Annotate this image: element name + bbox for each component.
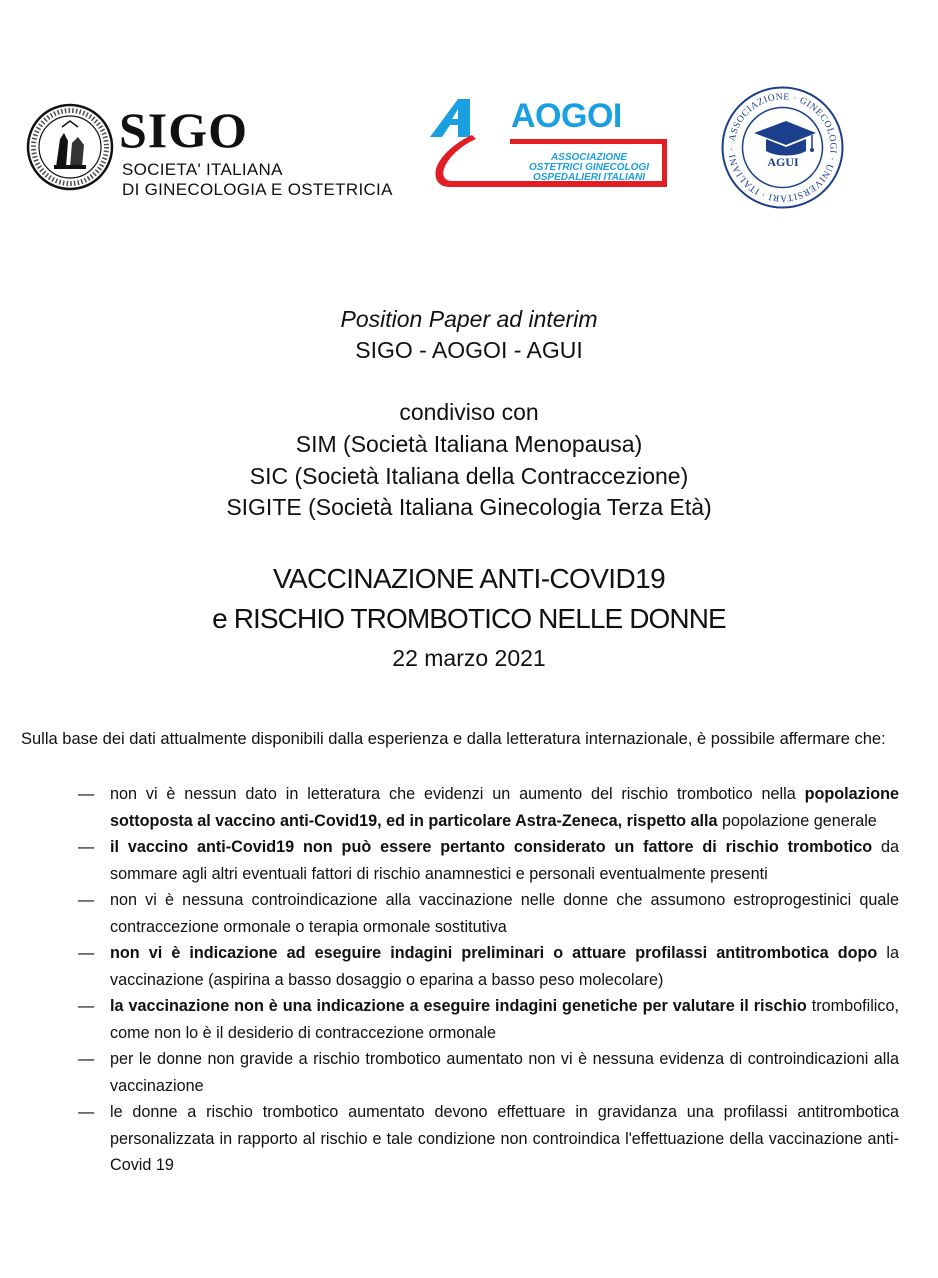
- dash-bullet-icon: —: [78, 1103, 95, 1121]
- dash-bullet-icon: —: [78, 1050, 95, 1068]
- document-title-line2: e RISCHIO TROMBOTICO NELLE DONNE: [212, 603, 726, 634]
- list-item-text: da sommare agli altri eventuali fattori di rischio anamnestici e personali eventualmente presenti: [110, 838, 899, 883]
- intro-paragraph: Sulla base dei dati attualmente disponibili dalla esperienza e dalla letteratura internazionale, è possibile affermare che:: [21, 730, 886, 748]
- dash-bullet-icon: —: [78, 891, 95, 909]
- sigo-name-line1: SOCIETA' ITALIANA: [122, 160, 283, 179]
- list-item-text: la vaccinazione (aspirina a basso dosaggio o eparina a basso peso molecolare): [110, 944, 899, 989]
- list-item: [0, 993, 938, 1046]
- list-item-bold-text: popolazione sottoposta al vaccino anti-Covid19, ed in particolare Astra-Zeneca, rispetto alla: [110, 785, 899, 830]
- dash-bullet-icon: —: [78, 838, 95, 856]
- list-item-bold-text: il vaccino anti-Covid19 non può essere pertanto considerato un fattore di rischio trombotico: [110, 838, 873, 856]
- list-item: [0, 940, 938, 993]
- list-item-bold-text: non vi è indicazione ad eseguire indagini preliminari o attuare profilassi antitrombotica dopo: [110, 944, 878, 962]
- sigo-wordmark: SIGO: [119, 102, 249, 158]
- list-item-bold-text: la vaccinazione non è una indicazione a eseguire indagini genetiche per valutare il rischio: [110, 997, 807, 1015]
- aogoi-subtitle-line1: ASSOCIAZIONE: [550, 152, 628, 163]
- list-item: [0, 1099, 938, 1179]
- aogoi-subtitle-line2: OSTETRICI GINECOLOGI: [528, 162, 649, 173]
- agui-logo: [720, 85, 845, 210]
- partner-sim: SIM (Società Italiana Menopausa): [295, 431, 643, 457]
- list-item-text: trombofilico, come non lo è il desiderio di contraccezione ormonale: [110, 997, 899, 1042]
- sigo-name-line2: DI GINECOLOGIA E OSTETRICIA: [122, 180, 393, 199]
- list-item: [0, 781, 938, 834]
- sigo-logo: [26, 103, 406, 203]
- list-item-text: non vi è nessuna controindicazione alla vaccinazione nelle donne che assumono estroprogestinici quale contraccezione ormonale o terapia ormonale sostitutiva: [110, 891, 899, 936]
- partner-sic: SIC (Società Italiana della Contraccezione): [249, 463, 689, 489]
- statement-list: [0, 781, 938, 1179]
- document-title-line1: VACCINAZIONE ANTI-COVID19: [272, 563, 666, 594]
- svg-text:ASSOCIAZIONE · GINECOLOGI · UN: ASSOCIAZIONE · GINECOLOGI · UNIVERSITARI · ITALIANI ·: [727, 92, 838, 203]
- list-item: [0, 1046, 938, 1099]
- dash-bullet-icon: —: [78, 944, 95, 962]
- list-item-text: per le donne non gravide a rischio trombotico aumentato non vi è nessuna evidenza di controindicazioni alla vaccinazione: [110, 1050, 899, 1095]
- aogoi-wordmark: AOGOI: [511, 97, 622, 135]
- document-date: 22 marzo 2021: [392, 645, 546, 671]
- dash-bullet-icon: —: [78, 785, 95, 803]
- list-item: [0, 887, 938, 940]
- logo-bar: [0, 92, 938, 215]
- list-item: [0, 834, 938, 887]
- agui-seal-icon: [720, 85, 845, 210]
- list-item-text: non vi è nessun dato in letteratura che evidenzi un aumento del rischio trombotico nella: [110, 785, 805, 803]
- position-paper-label: Position Paper ad interim: [340, 306, 598, 332]
- list-item-text: le donne a rischio trombotico aumentato devono effettuare in gravidanza una profilassi antitrombotica personalizzata in rapporto al rischio e tale condizione non controindica l'effettuazione della vaccinazione anti-Covid 19: [110, 1103, 899, 1174]
- aogoi-subtitle-line3: OSPEDALIERI ITALIANI: [532, 172, 646, 183]
- partner-sigite: SIGITE (Società Italiana Ginecologia Terza Età): [226, 494, 712, 520]
- societies-line: SIGO - AOGOI - AGUI: [355, 337, 583, 363]
- agui-label: AGUI: [767, 155, 799, 169]
- dash-bullet-icon: —: [78, 997, 95, 1015]
- shared-with-label: condiviso con: [399, 399, 539, 425]
- sigo-seal-icon: [26, 103, 114, 191]
- list-item-text: popolazione generale: [717, 811, 877, 830]
- aogoi-logo: [428, 95, 673, 200]
